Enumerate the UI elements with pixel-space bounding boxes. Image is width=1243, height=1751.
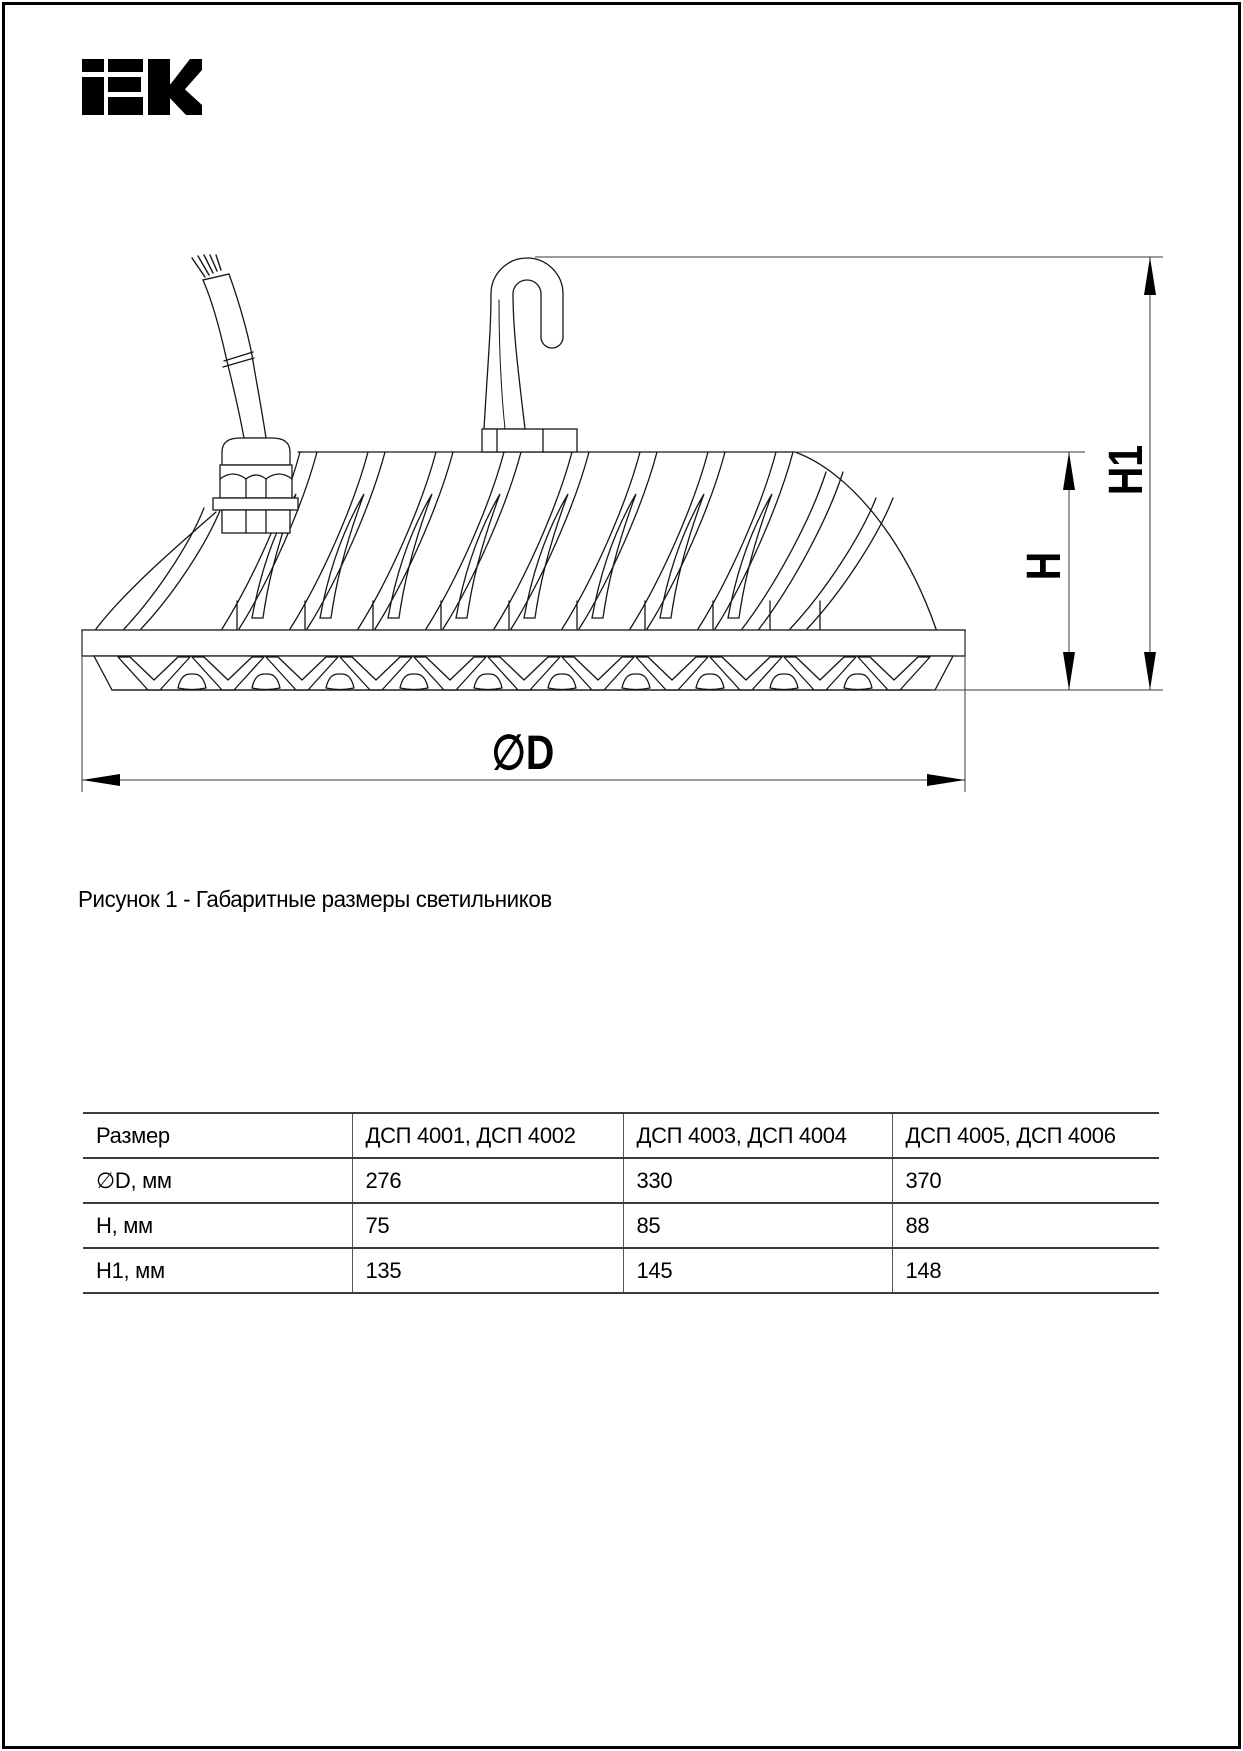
label-height-body: H (1017, 551, 1071, 581)
cell-value: 88 (892, 1203, 1159, 1248)
cell-value: 85 (623, 1203, 892, 1248)
dimension-drawing (0, 0, 1243, 830)
table-row (83, 1203, 1159, 1248)
power-cable (192, 255, 266, 438)
cell-value: 276 (352, 1158, 623, 1203)
row-label-h: H, мм (96, 1212, 153, 1238)
row-label-h1: H1, мм (96, 1257, 165, 1283)
row-label-diameter: ∅D, мм (96, 1167, 172, 1193)
cable-wires (192, 255, 221, 277)
col-header-dsp-4005-4006: ДСП 4005, ДСП 4006 (892, 1113, 1159, 1158)
cell-value: 75 (352, 1203, 623, 1248)
dimensions-table (83, 1112, 1159, 1294)
cell-value: 370 (892, 1158, 1159, 1203)
cell-value: 145 (623, 1248, 892, 1293)
cable-gland (213, 438, 298, 533)
table-row (83, 1248, 1159, 1293)
table-header-row (83, 1113, 1159, 1158)
label-diameter: ∅D (491, 726, 555, 780)
mounting-flange (82, 630, 965, 690)
table-row (83, 1158, 1159, 1203)
suspension-hook (482, 258, 577, 452)
cell-value: 148 (892, 1248, 1159, 1293)
cell-value: 135 (352, 1248, 623, 1293)
figure-caption: Рисунок 1 - Габаритные размеры светильников (78, 886, 552, 912)
label-height-total: H1 (1099, 444, 1153, 496)
col-header-dsp-4003-4004: ДСП 4003, ДСП 4004 (623, 1113, 892, 1158)
col-header-dsp-4001-4002: ДСП 4001, ДСП 4002 (352, 1113, 623, 1158)
col-header-size: Размер (96, 1122, 170, 1148)
cell-value: 330 (623, 1158, 892, 1203)
